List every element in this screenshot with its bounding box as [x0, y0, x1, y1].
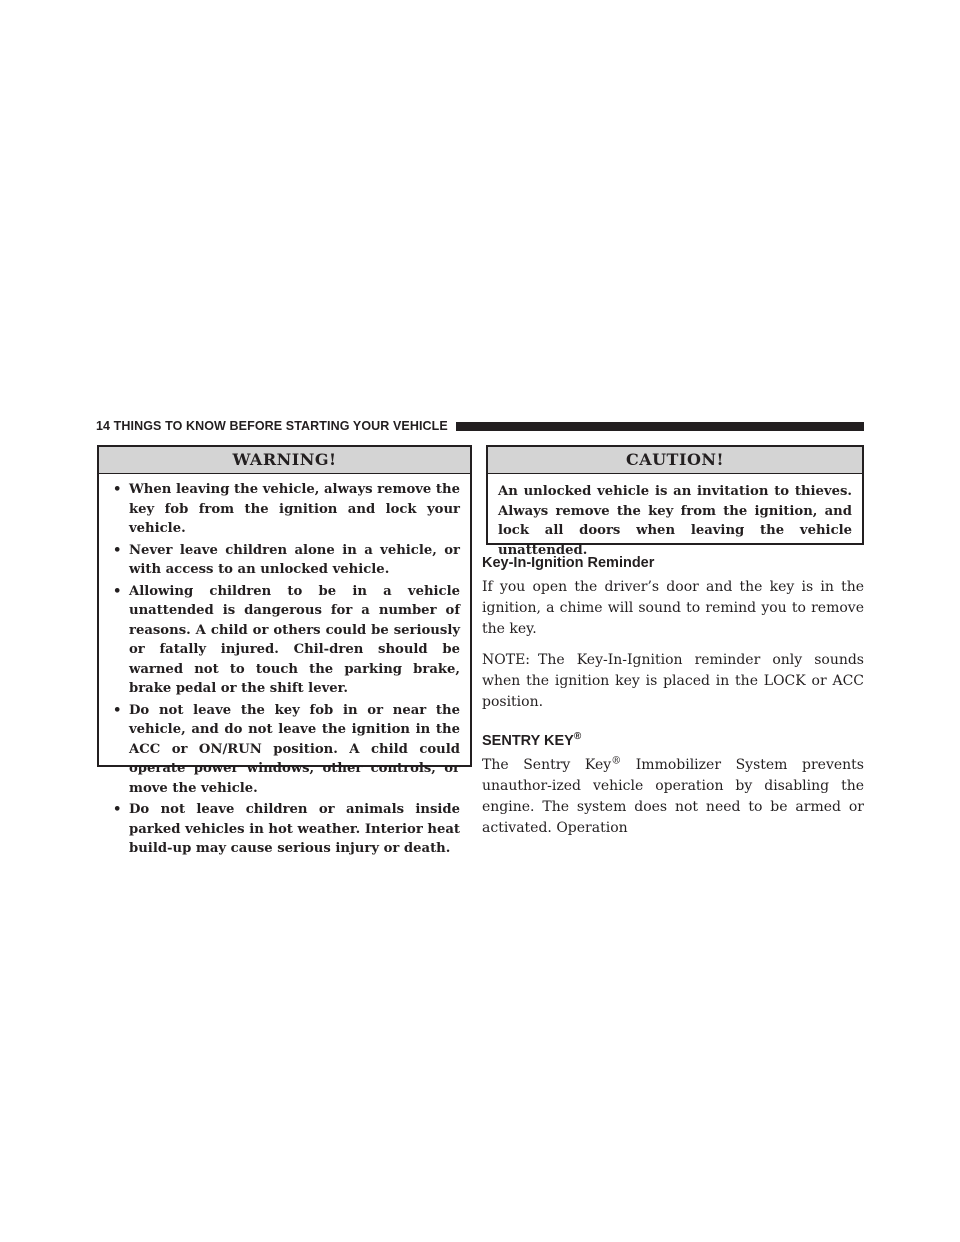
warning-item: • Never leave children alone in a vehicle, or with access to an unlocked vehicle.	[113, 542, 460, 577]
key-reminder-note	[482, 650, 864, 713]
caution-text: An unlocked vehicle is an invitation to thieves. Always remove the key from the ignition, and lock all doors when leaving the vehicle unattended.	[498, 484, 852, 558]
page-header-text: 14 THINGS TO KNOW BEFORE STARTING YOUR VEHICLE	[96, 419, 448, 433]
warning-item: • When leaving the vehicle, always remove the key fob from the ignition and lock your vehicle.	[113, 482, 460, 536]
key-reminder-heading: Key-In-Ignition Reminder	[482, 555, 655, 571]
registered-mark: ®	[573, 731, 582, 743]
note-text: The Key-In-Ignition reminder only sounds when the ignition key is placed in the LOCK or ACC position.	[482, 652, 864, 710]
sentry-key-body: The Sentry Key® Immobilizer System prevents unauthor-ized vehicle operation by disabling the engine. The system does not need to be armed or activated. Operation	[482, 755, 864, 836]
key-reminder-body: If you open the driver’s door and the key is in the ignition, a chime will sound to remind you to remove the key.	[482, 579, 864, 637]
sentry-key-heading: SENTRY KEY®	[482, 731, 582, 749]
warning-box	[97, 445, 472, 856]
bullet-icon: •	[113, 802, 122, 817]
bullet-icon: •	[113, 482, 122, 497]
warning-item: • Do not leave the key fob in or near the vehicle, and do not leave the ignition in the ACC or ON/RUN position. A child could operate power windows, other controls, or move the vehicle.	[113, 702, 460, 796]
note-label: NOTE:	[482, 652, 531, 668]
right-column	[482, 553, 864, 849]
warning-item: • Do not leave children or animals inside parked vehicles in hot weather. Interior heat build-up may cause serious injury or death.	[113, 802, 460, 856]
page-header	[96, 416, 864, 436]
bullet-icon: •	[113, 702, 122, 718]
registered-mark: ®	[611, 755, 622, 767]
warning-title: WARNING!	[99, 447, 470, 474]
warning-list	[99, 474, 470, 859]
bullet-icon: •	[113, 583, 122, 599]
warning-item: • Allowing children to be in a vehicle unattended is dangerous for a number of reasons. A child or others could be seriously or fatally injured. Chil-dren should be warned not to touch the parking brake, brake pedal or the shift lever.	[113, 583, 460, 696]
caution-box	[486, 445, 864, 558]
bullet-icon: •	[113, 542, 122, 558]
caution-title: CAUTION!	[488, 447, 862, 474]
header-rule	[456, 422, 864, 431]
